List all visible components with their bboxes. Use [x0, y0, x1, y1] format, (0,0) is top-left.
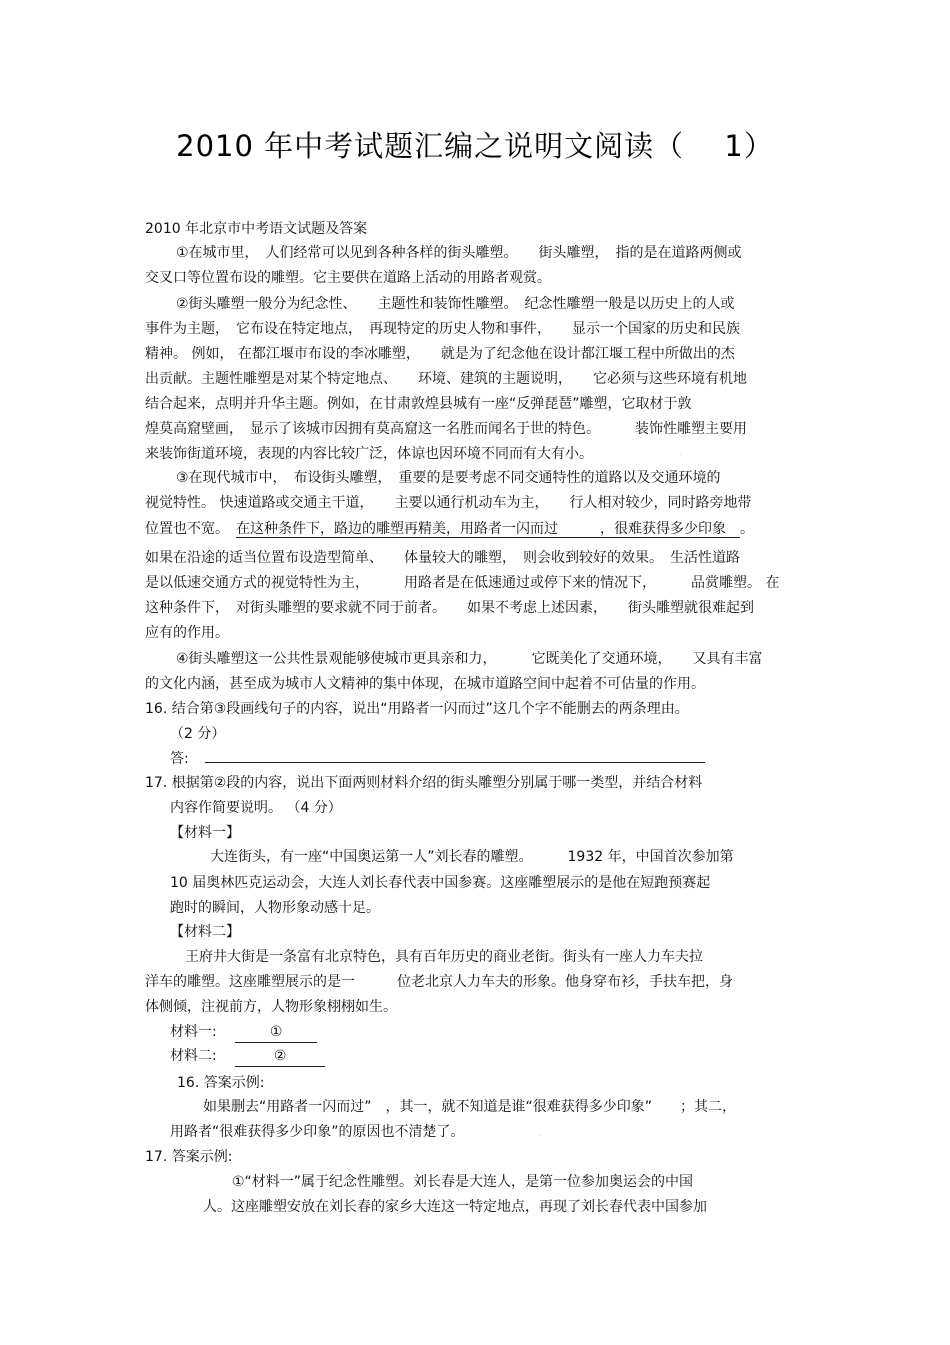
answer-16-line-2: 用路者“很难获得多少印象”的原因也不清楚了。 [170, 1124, 465, 1140]
para4-line-1: ④街头雕塑这一公共性景观能够使城市更具亲和力， 它既美化了交通环境， 又具有丰富 [176, 651, 763, 667]
material-1-line-1: 大连街头，有一座“中国奥运第一人”刘长春的雕塑。 1932 年，中国首次参加第 [210, 849, 734, 865]
material-2-line-3: 体侧倾，注视前方，人物形象栩栩如生。 [145, 999, 397, 1015]
answer-17-heading: 17. 答案示例: [145, 1149, 233, 1165]
question-17: 17. 根据第②段的内容，说出下面两则材料介绍的街头雕塑分别属于哪一类型，并结合材料 [145, 775, 703, 791]
question-16: 16. 结合第③段画线句子的内容，说出“用路者一闪而过”这几个字不能删去的两条理由。 [145, 701, 689, 717]
para3-line-3-pre: 位置也不宽。 [145, 521, 236, 537]
para2-line-6: 煌莫高窟壁画， 显示了该城市因拥有莫高窟这一名胜而闻名于世的特色。 装饰性雕塑主要用 [145, 421, 747, 437]
para2-line-3: 精神。 例如， 在都江堰市布设的李冰雕塑， 就是为了纪念他在设计都江堰工程中所做出的杰 [145, 346, 735, 362]
para3-line-5: 是以低速交通方式的视觉特性为主， 用路者是在低速通过或停下来的情况下， 品赏雕塑。 在 [145, 575, 780, 591]
material-1-title: 【材料一】 [170, 825, 240, 841]
para3-line-3 [145, 519, 825, 539]
question-17-line-2: 内容作简要说明。 （4 分） [170, 800, 342, 816]
fill-blank-1[interactable]: ① [235, 1022, 317, 1043]
para3-line-6: 这种条件下， 对街头雕塑的要求就不同于前者。 如果不考虑上述因素， 街头雕塑就很难起到 [145, 600, 754, 616]
para1-line-1: ①在城市里， 人们经常可以见到各种各样的街头雕塑。 街头雕塑， 指的是在道路两侧或 [176, 245, 742, 261]
para2-line-1: ②街头雕塑一般分为纪念性、 主题性和装饰性雕塑。 纪念性雕塑一般是以历史上的人或 [176, 296, 735, 312]
para2-line-2: 事件为主题， 它布设在特定地点， 再现特定的历史人物和事件， 显示一个国家的历史和民族 [145, 321, 740, 337]
para2-line-7: 来装饰街道环境，表现的内容比较广泛，体谅也因环境不同而有大有小。 [145, 446, 593, 462]
section-subtitle: 2010 年北京市中考语文试题及答案 [145, 221, 368, 237]
answer-16-line-1: 如果删去“用路者一闪而过” ，其一，就不知道是谁“很难获得多少印象” ；其二， [203, 1099, 737, 1115]
fill-blank-2[interactable]: ② [235, 1046, 325, 1067]
underlined-sentence: 在这种条件下，路边的雕塑再精美，用路者一闪而过 ，很难获得多少印象 [236, 521, 740, 537]
material-1-line-3: 跑时的瞬间，人物形象动感十足。 [170, 900, 380, 916]
material-1-line-2: 10 届奥林匹克运动会，大连人刘长春代表中国参赛。这座雕塑展示的是他在短跑预赛起 [170, 875, 711, 891]
para4-line-2: 的文化内涵，甚至成为城市人文精神的集中体现，在城市道路空间中起着不可估量的作用。 [145, 676, 705, 692]
para3-line-1: ③在现代城市中， 布设街头雕塑， 重要的是要考虑不同交通特性的道路以及交通环境的 [176, 470, 721, 486]
para2-line-5: 结合起来，点明并升华主题。例如，在甘肃敦煌县城有一座“反弹琵琶”雕塑，它取材于敦 [145, 396, 692, 412]
fill-row-1 [170, 1022, 850, 1043]
answer-label: 答: [170, 751, 189, 767]
scan-artifact-mark: · [680, 452, 682, 458]
para3-line-2: 视觉特性。 快速道路或交通主干道， 主要以通行机动车为主， 行人相对较少，同时路旁地带 [145, 495, 752, 511]
question-16-score: （2 分） [170, 726, 226, 742]
answer-17-line-1: ①“材料一”属于纪念性雕塑。刘长春是大连人，是第一位参加奥运会的中国 [232, 1174, 694, 1190]
para3-line-7: 应有的作用。 [145, 625, 229, 641]
para3-line-3-post: 。 [740, 521, 754, 537]
para1-line-2: 交叉口等位置布设的雕塑。它主要供在道路上活动的用路者观赏。 [145, 270, 551, 286]
page-title: 2010 年中考试题汇编之说明文阅读（ 1） [176, 129, 774, 163]
material-2-title: 【材料二】 [170, 924, 240, 940]
para3-line-4: 如果在沿途的适当位置布设造型简单、 体量较大的雕塑， 则会收到较好的效果。 生活性道路 [145, 550, 740, 566]
material-2-line-2: 洋车的雕塑。这座雕塑展示的是一 位老北京人力车夫的形象。他身穿布衫，手扶车把，身 [145, 974, 733, 990]
fill-row-2 [170, 1046, 850, 1067]
material-2-line-1: 王府井大街是一条富有北京特色，具有百年历史的商业老街。街头有一座人力车夫拉 [185, 949, 703, 965]
answer-blank-line[interactable] [205, 748, 705, 763]
answer-16-heading: 16. 答案示例: [177, 1075, 265, 1091]
fill-2-label: 材料二: [170, 1048, 217, 1064]
fill-1-label: 材料一: [170, 1024, 217, 1040]
question-16-answer-row [170, 748, 850, 769]
answer-17-line-2: 人。这座雕塑安放在刘长春的家乡大连这一特定地点，再现了刘长春代表中国参加 [203, 1199, 707, 1215]
scan-artifact-mark-2: · [540, 1133, 542, 1139]
para2-line-4: 出贡献。主题性雕塑是对某个特定地点、 环境、建筑的主题说明， 它必须与这些环境有机地 [145, 371, 747, 387]
